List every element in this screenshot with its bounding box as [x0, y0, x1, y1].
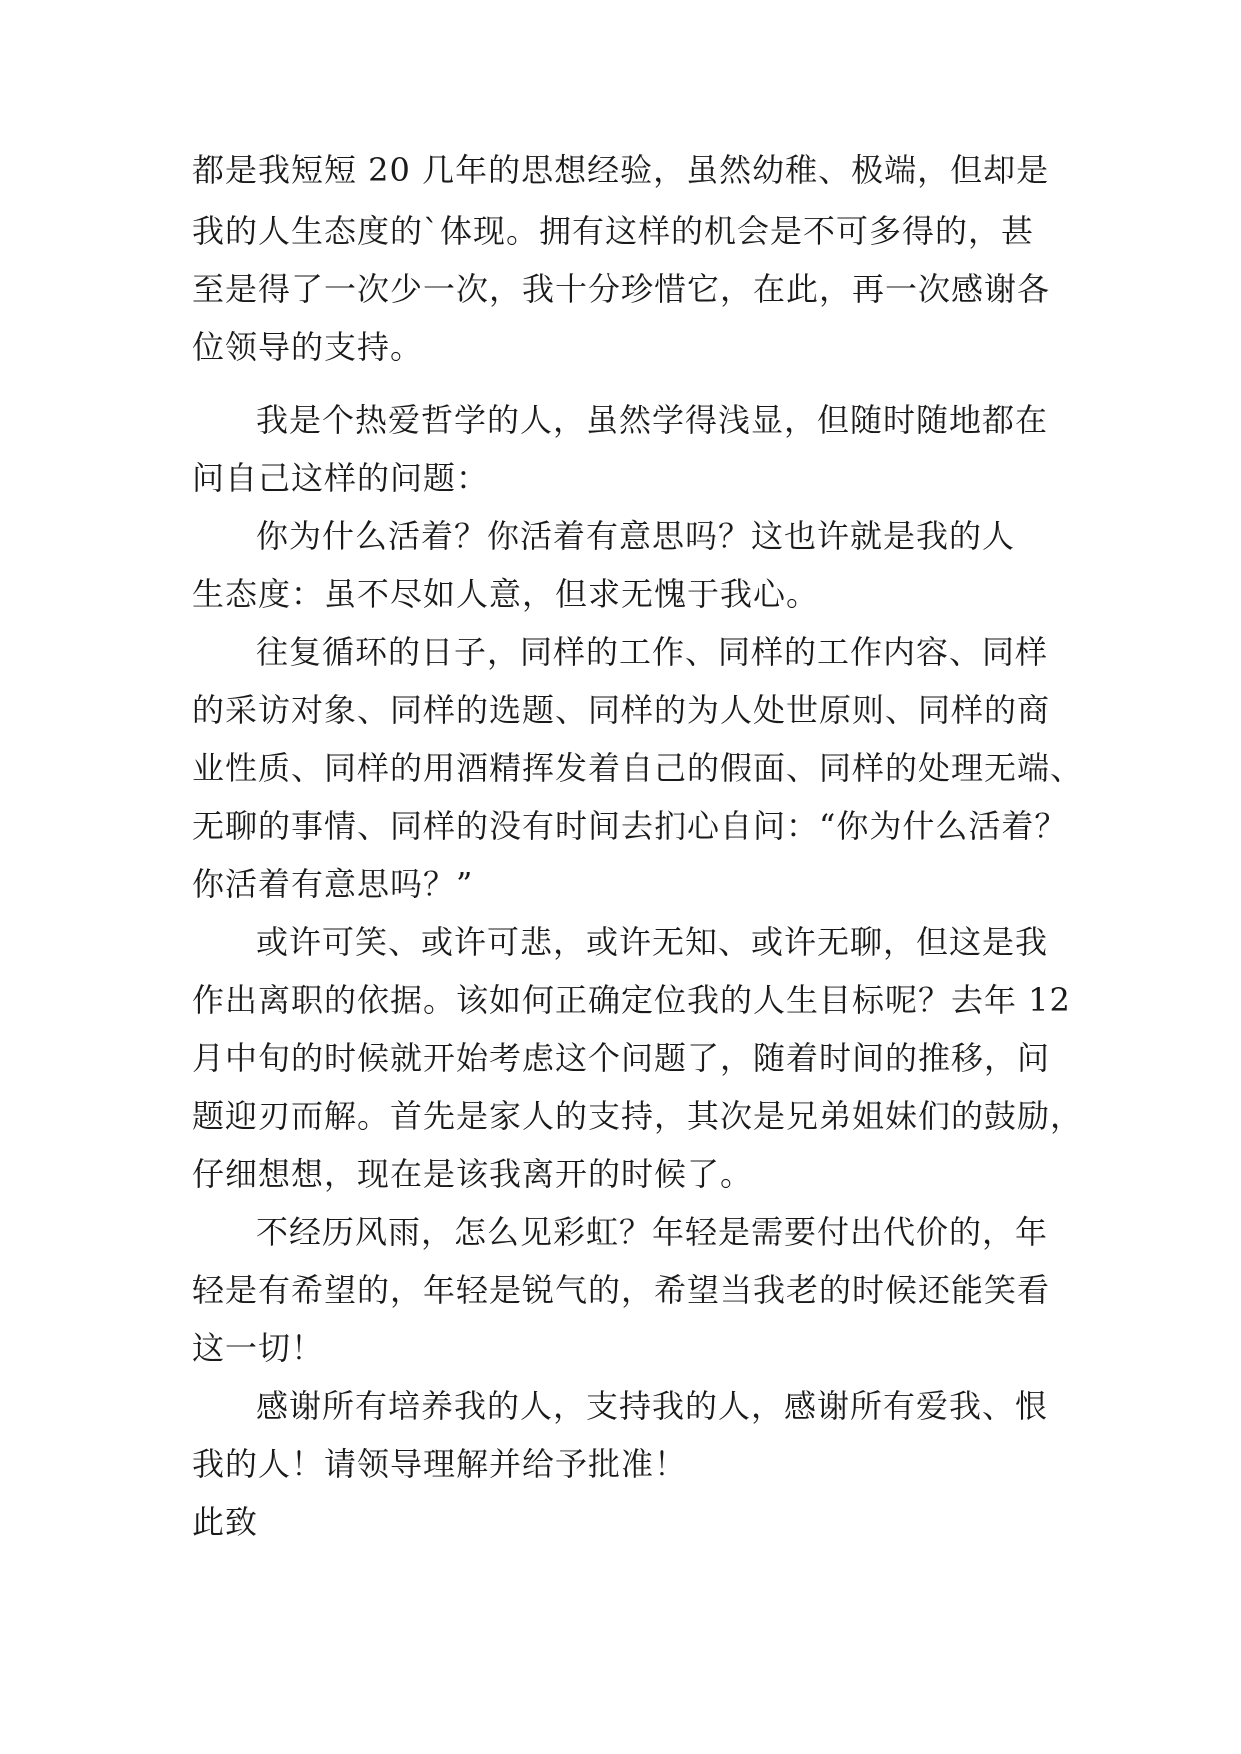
text-line: 我的人生态度的`体现。拥有这样的机会是不可多得的，甚	[192, 212, 1035, 250]
text-line: 作出离职的依据。该如何正确定位我的人生目标呢？去年 12	[192, 981, 1071, 1019]
text-line: 这一切！	[192, 1329, 325, 1367]
text-line: 都是我短短 20 几年的思想经验，虽然幼稚、极端，但却是	[192, 151, 1050, 189]
text-line: 仔细想想，现在是该我离开的时候了。	[192, 1155, 754, 1193]
text-line: 生态度：虽不尽如人意，但求无愧于我心。	[192, 575, 820, 613]
text-line: 的采访对象、同样的选题、同样的为人处世原则、同样的商	[192, 691, 1051, 729]
text-line: 往复循环的日子，同样的工作、同样的工作内容、同样	[256, 633, 1049, 671]
text-line: 至是得了一次少一次，我十分珍惜它，在此，再一次感谢各	[192, 270, 1051, 308]
text-line: 问自己这样的问题：	[192, 459, 490, 497]
text-line: 我是个热爱哲学的人，虽然学得浅显，但随时随地都在	[256, 401, 1049, 439]
text-line: 位领导的支持。	[192, 328, 424, 366]
text-line: 你为什么活着？你活着有意思吗？这也许就是我的人	[256, 517, 1016, 555]
text-line: 我的人！请领导理解并给予批准！	[192, 1445, 688, 1483]
text-line: 你活着有意思吗？”	[192, 865, 474, 903]
text-line: 感谢所有培养我的人，支持我的人，感谢所有爱我、恨	[256, 1387, 1049, 1425]
text-line: 业性质、同样的用酒精挥发着自己的假面、同样的处理无端、	[192, 749, 1084, 787]
text-line: 不经历风雨，怎么见彩虹？年轻是需要付出代价的，年	[256, 1213, 1049, 1251]
text-line: 月中旬的时候就开始考虑这个问题了，随着时间的推移，问	[192, 1039, 1051, 1077]
text-line: 轻是有希望的，年轻是锐气的，希望当我老的时候还能笑看	[192, 1271, 1051, 1309]
text-line: 题迎刃而解。首先是家人的支持，其次是兄弟姐妹们的鼓励，	[192, 1097, 1084, 1135]
text-line: 无聊的事情、同样的没有时间去扪心自问：“你为什么活着？	[192, 807, 1068, 845]
closing-salutation: 此致	[192, 1503, 259, 1541]
text-line: 或许可笑、或许可悲，或许无知、或许无聊，但这是我	[256, 923, 1049, 961]
